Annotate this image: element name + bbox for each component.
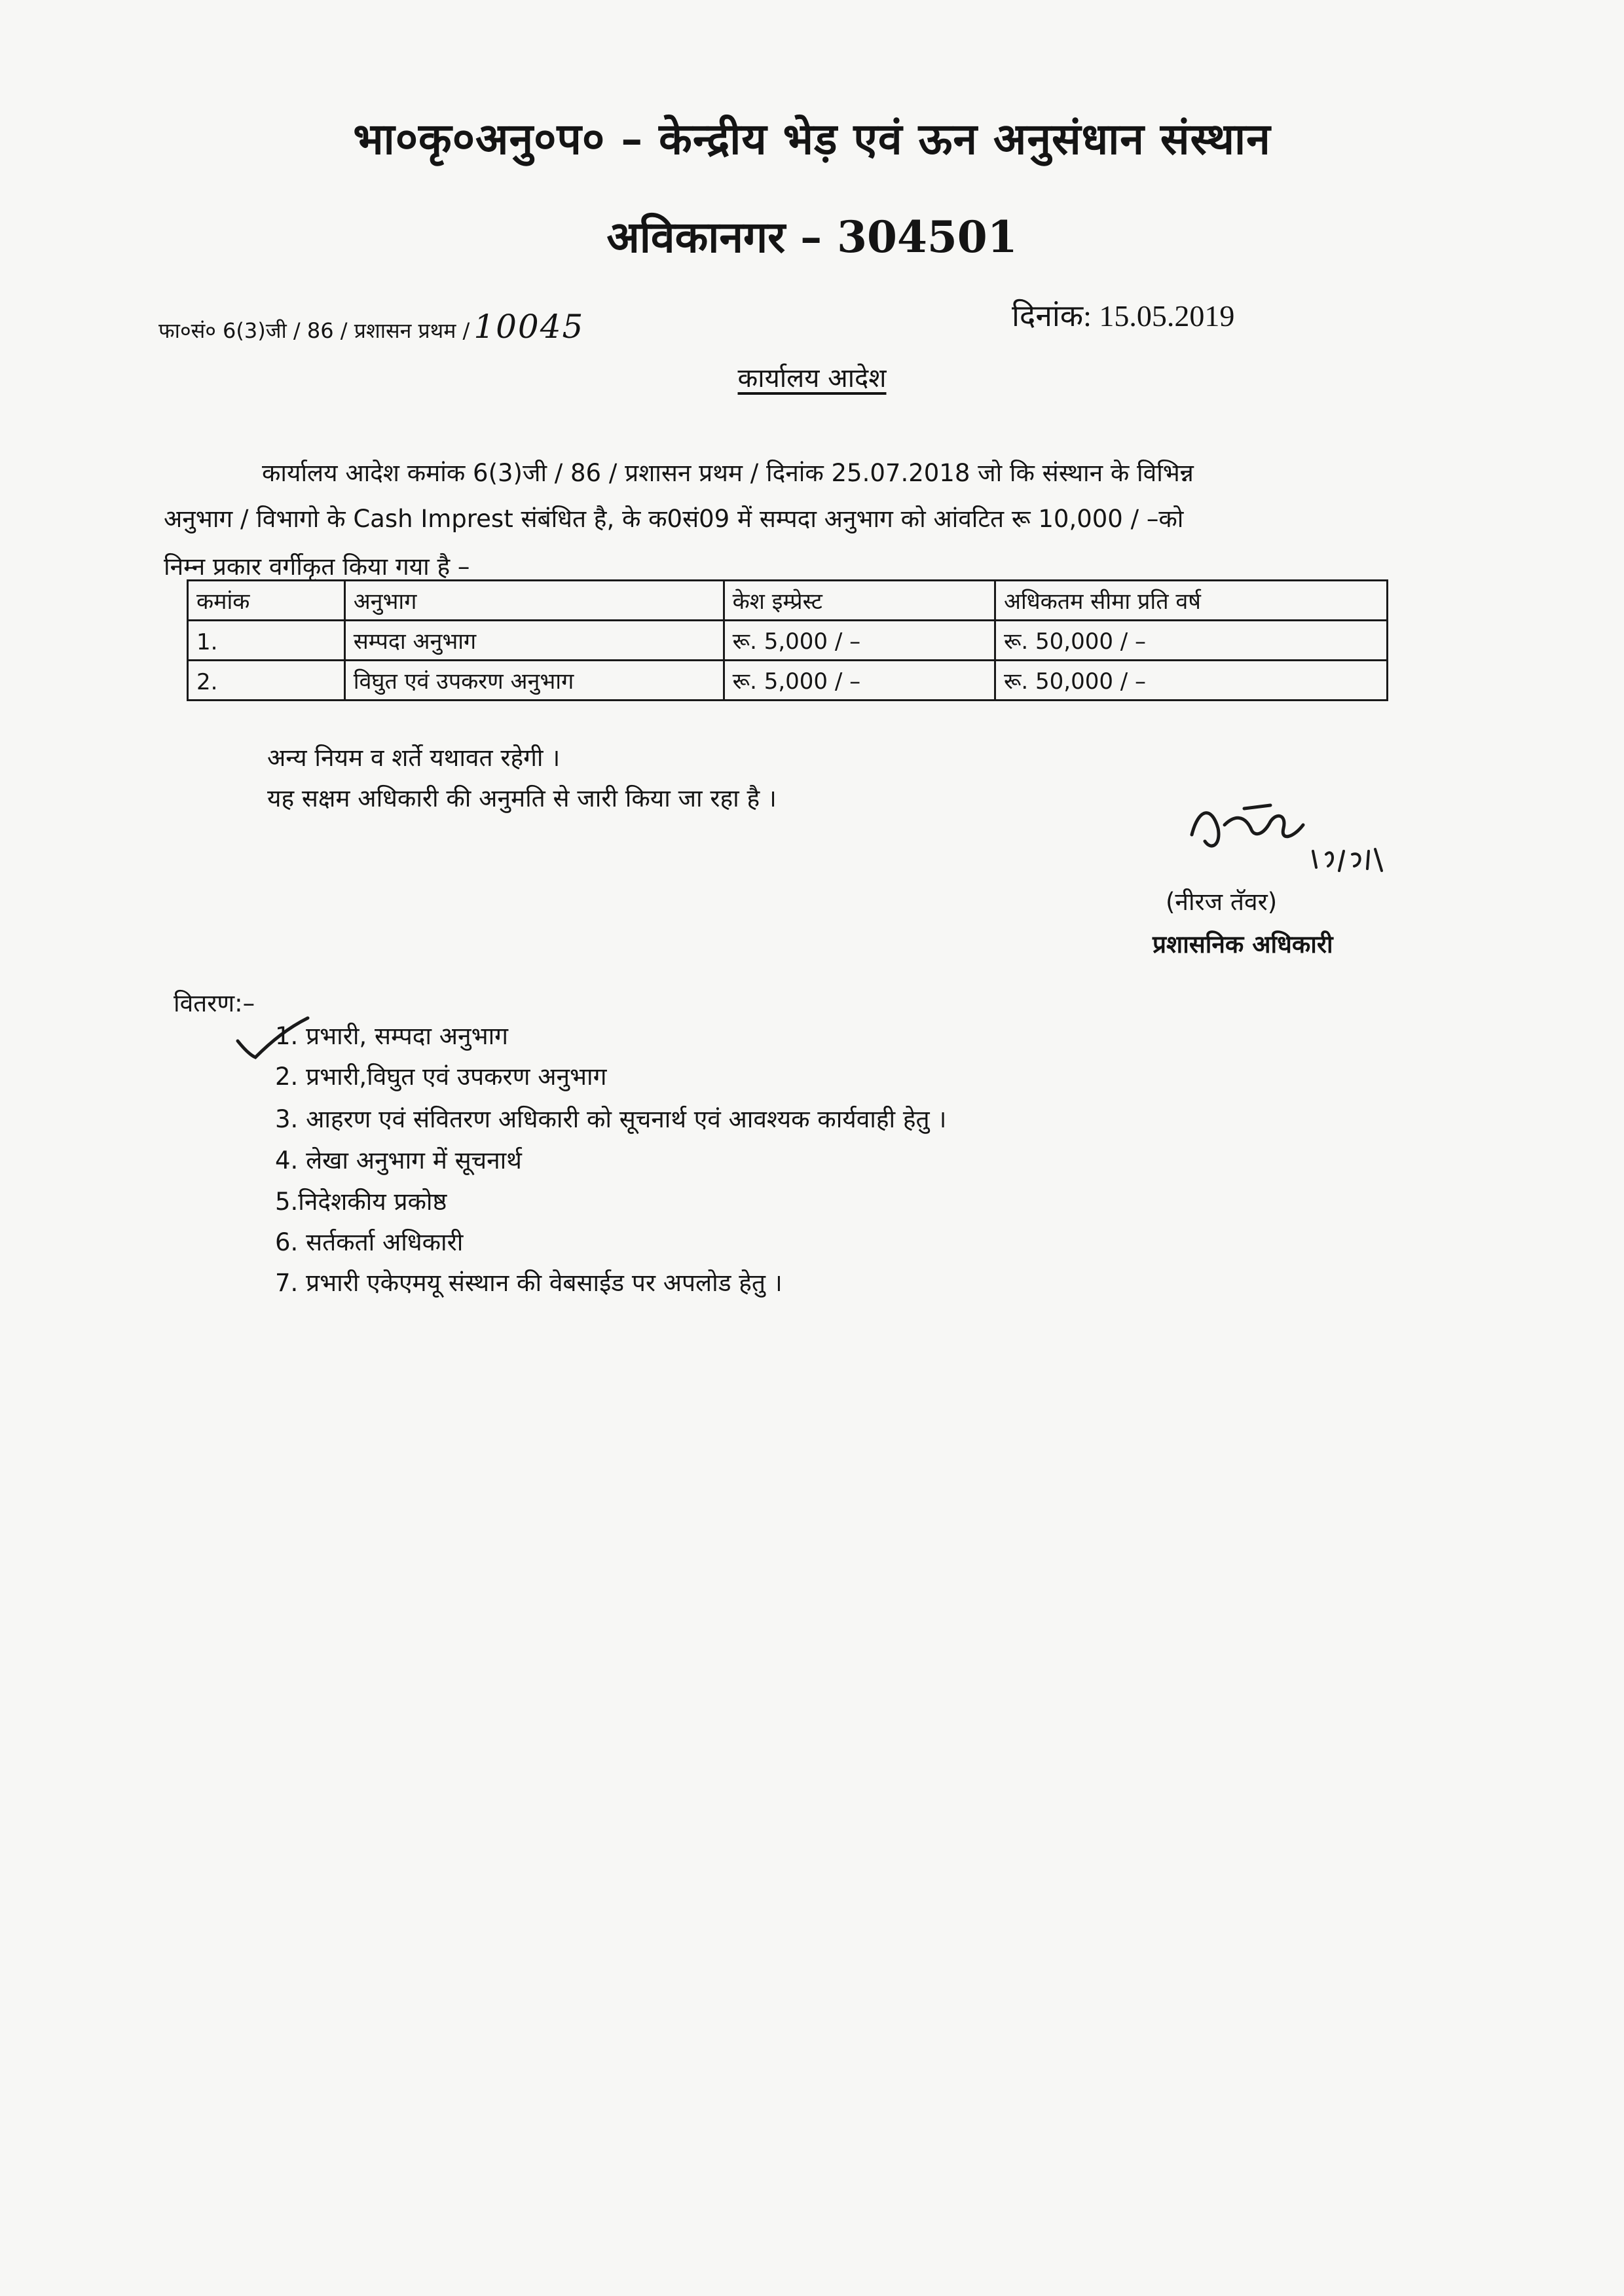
body-line-3: निम्न प्रकार वर्गीकृत किया गया है – (164, 553, 470, 581)
handwritten-dispatch-number: 10045 (473, 308, 585, 346)
table-cell: रू. 5,000 / – (724, 621, 995, 661)
distribution-item: 5.निदेशकीय प्रकोष्ठ (275, 1188, 447, 1216)
table-cell: 1. (188, 621, 345, 661)
table-cell: रू. 50,000 / – (995, 621, 1387, 661)
signatory-name: (नीरज तॅवर) (1166, 888, 1278, 916)
file-reference (158, 308, 584, 346)
table-row (188, 661, 1388, 701)
distribution-item: 3. आहरण एवं संवितरण अधिकारी को सूचनार्थ एवं आवश्यक कार्यवाही हेतु । (275, 1105, 947, 1133)
table-cell: विघुत एवं उपकरण अनुभाग (344, 661, 724, 701)
note-line-2: यह सक्षम अधिकारी की अनुमति से जारी किया जा रहा है । (267, 784, 777, 812)
table-cell: रू. 5,000 / – (724, 661, 995, 701)
institute-address: अविकानगर – 304501 (606, 211, 1018, 263)
distribution-item: 2. प्रभारी,विघुत एवं उपकरण अनुभाग (275, 1063, 607, 1091)
table-cell: सम्पदा अनुभाग (344, 621, 724, 661)
table-header-cell: अधिकतम सीमा प्रति वर्ष (995, 581, 1387, 621)
table-row (188, 621, 1388, 661)
handwritten-signature (1172, 789, 1434, 887)
table-cell: रू. 50,000 / – (995, 661, 1387, 701)
cash-imprest-table (187, 579, 1388, 701)
distribution-item: 4. लेखा अनुभाग में सूचनार्थ (275, 1146, 522, 1175)
subject-text: कार्यालय आदेश (737, 363, 887, 393)
distribution-title: वितरण:– (174, 989, 255, 1017)
distribution-item: 1. प्रभारी, सम्पदा अनुभाग (275, 1022, 508, 1050)
table-header-cell: कमांक (188, 581, 345, 621)
body-line-2: अनुभाग / विभागो के Cash Imprest संबंधित है, के क0सं09 में सम्पदा अनुभाग को आंवटित रू 10,000 / –को (164, 505, 1184, 533)
institute-title: भा०कृ०अनु०प० – केन्द्रीय भेड़ एवं ऊन अनुसंधान संस्थान (353, 113, 1271, 164)
distribution-item: 7. प्रभारी एकेएमयू संस्थान की वेबसाईड पर अपलोड हेतु । (275, 1269, 783, 1297)
body-line-1: कार्यालय आदेश कमांक 6(3)जी / 86 / प्रशासन प्रथम / दिनांक 25.07.2018 जो कि संस्थान के विभिन्न (262, 459, 1194, 487)
subject-heading (0, 359, 1624, 395)
distribution-item: 6. सर्तकर्ता अधिकारी (275, 1228, 464, 1256)
table-header-cell: केश इम्प्रेस्ट (724, 581, 995, 621)
file-number: फा०सं० 6(3)जी / 86 / प्रशासन प्रथम / (158, 318, 470, 343)
signatory-designation: प्रशासनिक अधिकारी (1153, 930, 1333, 958)
order-date: दिनांक: 15.05.2019 (1012, 299, 1235, 333)
table-cell: 2. (188, 661, 345, 701)
note-line-1: अन्य नियम व शर्ते यथावत रहेगी । (267, 744, 561, 772)
table-header-row (188, 581, 1388, 621)
table-header-cell: अनुभाग (344, 581, 724, 621)
